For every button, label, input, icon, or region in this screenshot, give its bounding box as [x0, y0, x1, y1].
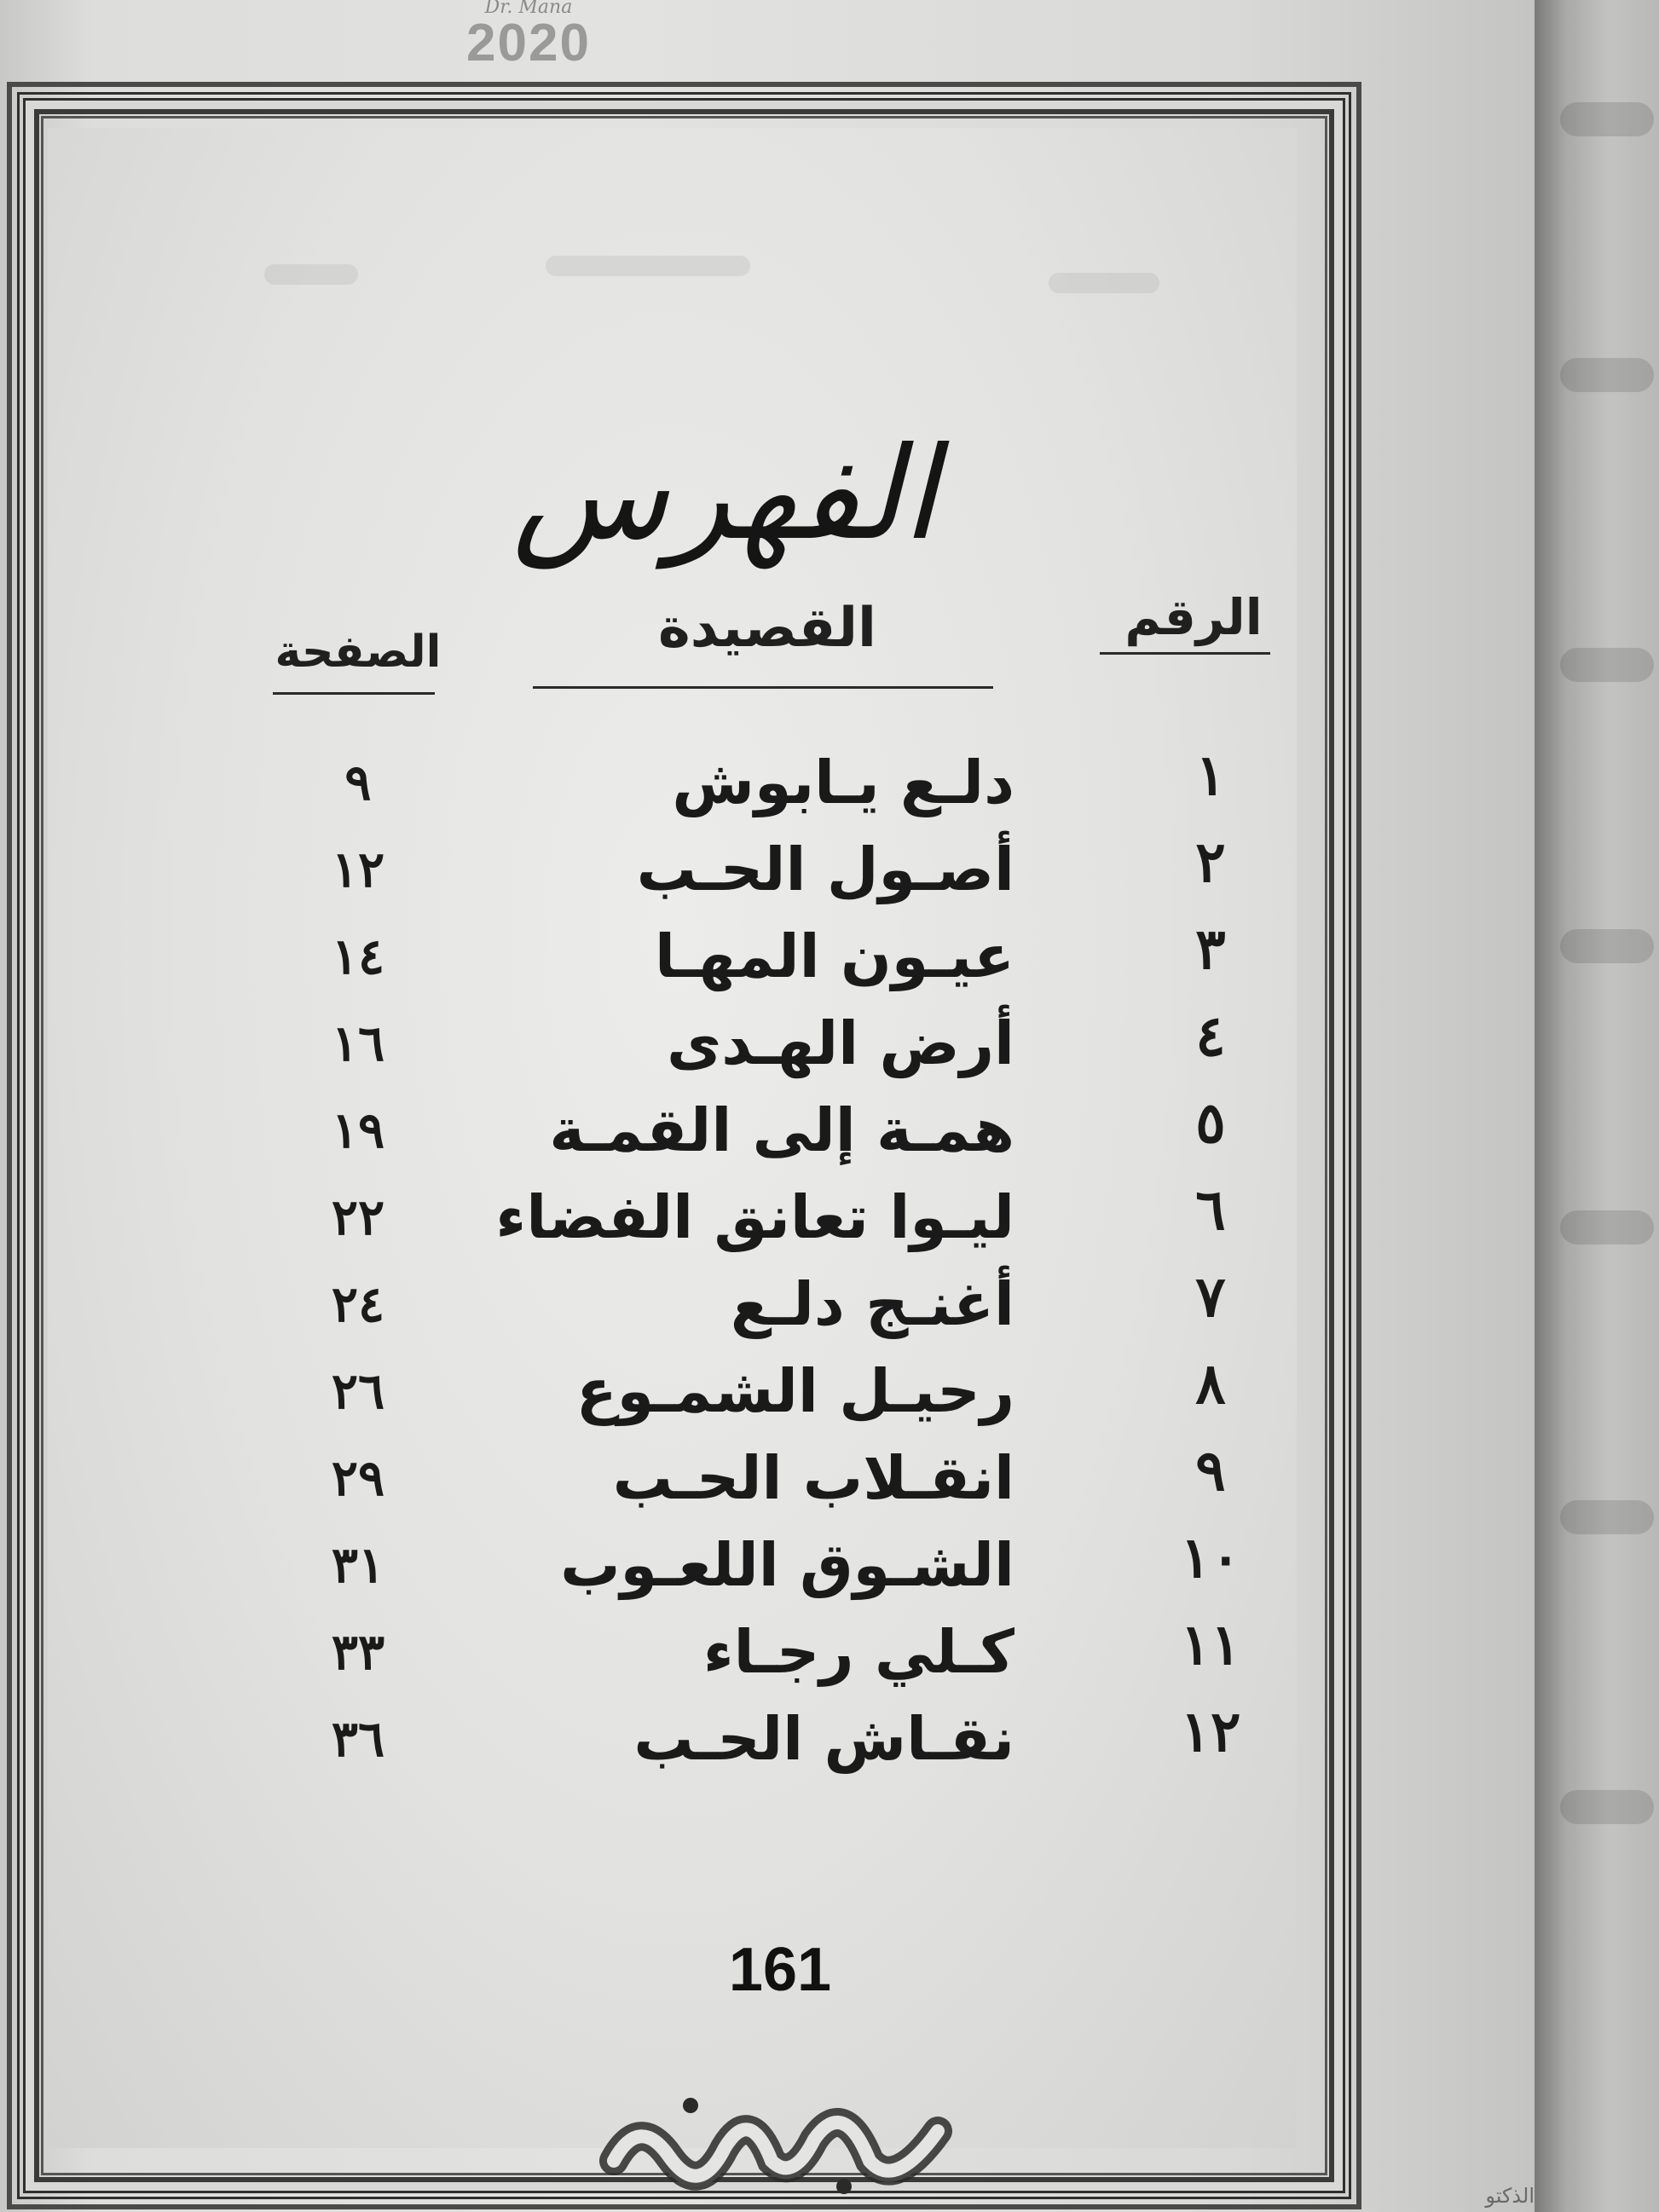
row-number: ٥ — [1195, 1089, 1226, 1156]
blurred-text-line — [1560, 1210, 1654, 1245]
row-number: ١ — [1195, 742, 1226, 808]
poem-title: همـة إلى القمـة — [549, 1095, 1014, 1165]
adjacent-page-edge — [1535, 0, 1659, 2212]
poem-title: نقـاش الحـب — [633, 1704, 1014, 1774]
row-number: ٦ — [1195, 1176, 1226, 1243]
poem-title: عيـون المهـا — [655, 921, 1014, 991]
row-number: ٩ — [1195, 1437, 1226, 1504]
table-row — [0, 829, 1659, 915]
bleed-through-shadow — [230, 256, 1253, 324]
table-row — [0, 1350, 1659, 1437]
author-name: Dr. Mana — [484, 0, 573, 18]
column-header-page: الصفحة — [275, 627, 442, 678]
header-underline-number — [1100, 652, 1270, 655]
row-number: ٤ — [1195, 1002, 1226, 1069]
table-row — [0, 915, 1659, 1002]
page-ref: ٢٤ — [331, 1275, 385, 1333]
table-row — [0, 742, 1659, 829]
poem-title: انقـلاب الحـب — [612, 1443, 1014, 1513]
page-ref: ١٢ — [331, 840, 385, 898]
poem-title: أرض الهـدى — [667, 1008, 1014, 1078]
index-title: الفهرس — [512, 420, 938, 569]
row-number: ٣ — [1195, 915, 1226, 982]
poem-title: كـلي رجـاء — [702, 1617, 1014, 1687]
table-row — [0, 1002, 1659, 1089]
poem-title: أغنـج دلـع — [730, 1269, 1014, 1339]
poem-title: رحيـل الشمـوع — [575, 1356, 1014, 1426]
page-ref: ٣٣ — [331, 1623, 385, 1681]
page-ref: ٢٢ — [331, 1188, 385, 1246]
table-row — [0, 1437, 1659, 1524]
blurred-text-line — [1560, 358, 1654, 392]
page-ref: ٢٩ — [331, 1449, 385, 1507]
poem-title: الشـوق اللعـوب — [560, 1530, 1014, 1600]
row-number: ٧ — [1195, 1263, 1226, 1330]
poem-title: دلـع يـابوش — [672, 748, 1014, 817]
row-number: ٨ — [1195, 1350, 1226, 1417]
blurred-text-line — [1560, 1500, 1654, 1534]
header-underline-page — [273, 692, 435, 695]
poem-title: أصـول الحـب — [636, 835, 1014, 904]
page-ref: ٢٦ — [331, 1362, 385, 1420]
table-row — [0, 1611, 1659, 1698]
page-ref: ٩ — [344, 754, 372, 811]
table-row — [0, 1089, 1659, 1176]
header-underline-poem — [533, 686, 993, 689]
blurred-text-line — [1560, 1790, 1654, 1824]
blurred-text-line — [1560, 102, 1654, 136]
table-row — [0, 1698, 1659, 1785]
year-label: 2020 — [466, 14, 591, 72]
page-ref: ٣٦ — [331, 1710, 385, 1768]
page-ref: ١٦ — [331, 1014, 385, 1072]
blurred-text-line — [1560, 648, 1654, 682]
table-row — [0, 1176, 1659, 1263]
page-number: 161 — [728, 1936, 832, 2004]
row-number: ١١ — [1180, 1611, 1241, 1678]
poem-title: ليـوا تعانق الفضاء — [495, 1182, 1014, 1252]
table-row — [0, 1524, 1659, 1611]
column-header-poem: القصيدة — [658, 597, 876, 660]
row-number: ١٢ — [1180, 1698, 1241, 1764]
adjacent-page-text: الذكتو — [1485, 2184, 1535, 2208]
previous-page-header — [315, 0, 742, 77]
column-header-number: الرقم — [1124, 588, 1263, 646]
page-ref: ١٩ — [331, 1101, 385, 1159]
table-row — [0, 1263, 1659, 1350]
page-ref: ٣١ — [331, 1536, 385, 1594]
blurred-text-line — [1560, 929, 1654, 963]
row-number: ٢ — [1195, 829, 1226, 895]
page-ref: ١٤ — [331, 927, 385, 985]
row-number: ١٠ — [1180, 1524, 1241, 1591]
